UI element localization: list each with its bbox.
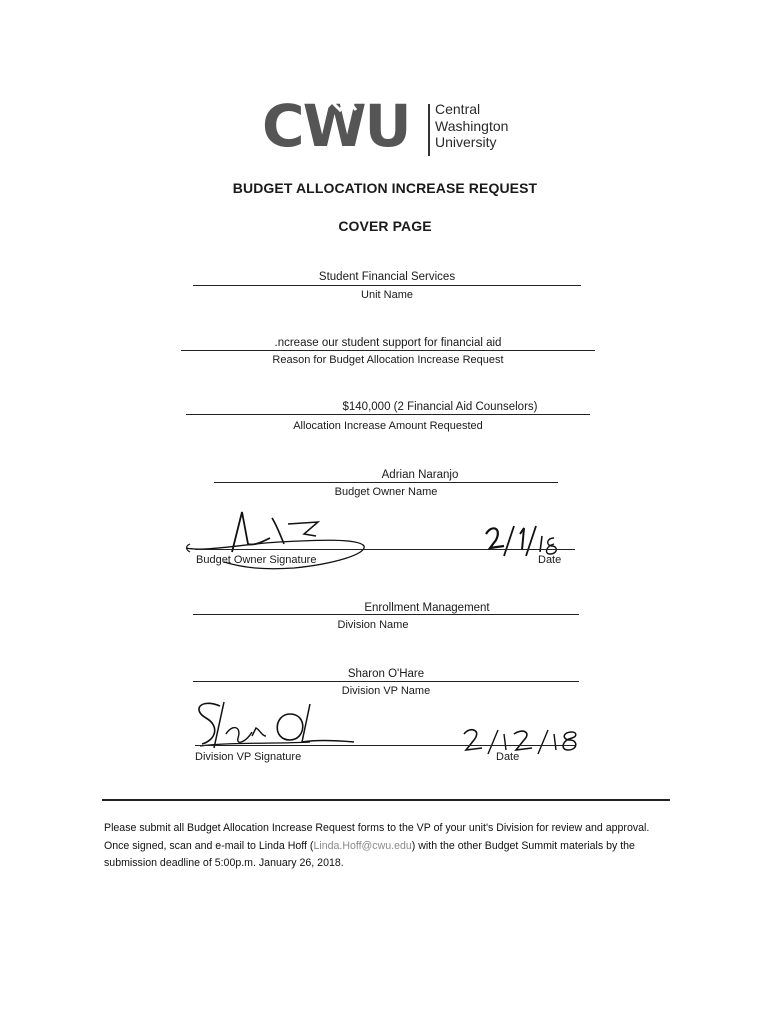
reason-line	[181, 350, 595, 351]
amount-label: Allocation Increase Amount Requested	[293, 420, 483, 432]
amount-line	[186, 414, 590, 415]
email-link[interactable]: Linda.Hoff@cwu.edu	[313, 839, 412, 852]
owner-signature-line	[195, 549, 575, 550]
owner-signature-label: Budget Owner Signature	[196, 554, 317, 566]
logo-line-3: University	[435, 134, 497, 150]
unit-name-label: Unit Name	[361, 289, 413, 301]
vp-date-label: Date	[496, 751, 520, 763]
vp-name-line	[193, 681, 579, 682]
footer-text-before-link: Please submit all Budget Allocation Increase Request forms to the VP of your unit's Division for review and approval. Once signed, scan and e-mail to Linda Hoff (	[104, 822, 650, 852]
vp-signature-line	[195, 745, 575, 746]
footer-text-after-link: ) with the other Budget Summit materials by the submission deadline of 5:00p.m. January 26, 2018.	[104, 839, 635, 869]
page-subtitle: COVER PAGE	[338, 218, 432, 234]
division-name-line	[193, 614, 579, 615]
logo-line-2: Washington	[435, 117, 509, 134]
logo-divider	[428, 104, 430, 156]
owner-name-label: Budget Owner Name	[334, 486, 438, 498]
owner-name-line	[214, 482, 558, 483]
vp-signature-label: Division VP Signature	[195, 751, 302, 763]
amount-value: $140,000 (2 Financial Aid Counselors)	[342, 401, 538, 413]
owner-signature	[184, 508, 374, 579]
reason-value: .ncrease our student support for financial aid	[274, 337, 502, 349]
vp-name-label: Division VP Name	[341, 685, 431, 697]
reason-label: Reason for Budget Allocation Increase Request	[272, 354, 504, 366]
owner-name-value: Adrian Naranjo	[381, 469, 459, 481]
unit-name-value: Student Financial Services	[318, 271, 456, 283]
logo-line-1: Central	[435, 101, 481, 117]
page-title: BUDGET ALLOCATION INCREASE REQUEST	[232, 180, 538, 196]
vp-date-handwritten	[460, 726, 584, 761]
logo-wordmark: CWU	[262, 98, 410, 152]
unit-name-line	[193, 285, 581, 286]
owner-date-label: Date	[538, 554, 562, 566]
division-name-label: Division Name	[337, 619, 409, 631]
vp-name-value: Sharon O'Hare	[347, 668, 425, 680]
cwu-logo	[262, 98, 424, 157]
footer-instructions	[104, 820, 674, 873]
division-name-value: Enrollment Management	[364, 602, 490, 614]
logo-university-name	[435, 101, 508, 151]
footer-divider	[102, 799, 670, 801]
